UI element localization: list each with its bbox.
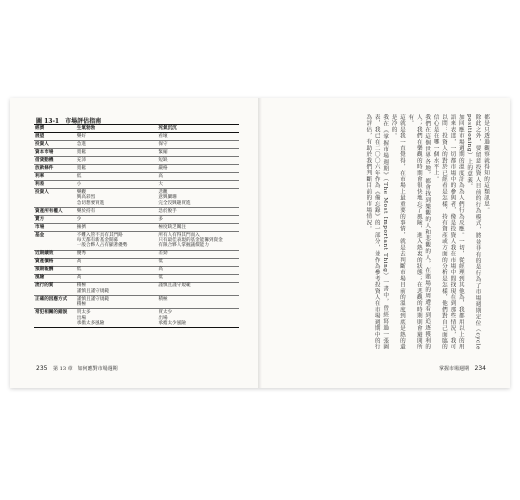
cell-line: 興高彩烈 (76, 195, 96, 201)
body-text (364, 114, 490, 350)
row-category: 資本市場 (35, 149, 54, 155)
table-row (34, 215, 239, 223)
row-lively-value (76, 207, 158, 215)
cell-line: 多 (158, 216, 163, 222)
table-row (34, 223, 239, 231)
table-row (34, 282, 239, 295)
table-row (34, 157, 239, 165)
row-category: 利率 (35, 173, 45, 179)
cell-line: 寬鬆 (76, 165, 86, 171)
table-header-row (34, 125, 239, 133)
running-head: 第 13 章 如何應對市場週期 (53, 366, 118, 372)
row-category: 資產所有權人 (35, 208, 63, 214)
row-lively-value (76, 173, 158, 181)
cell-line: 謹慎且謹守規範 (76, 288, 109, 294)
row-category: 展望 (35, 133, 45, 139)
cell-line: 低 (158, 259, 163, 265)
cell-line: 大 (158, 181, 163, 187)
cell-line: 看壞 (158, 133, 168, 139)
paragraph: 除此之外，要留意投資人目前的行為模式，將並非有的是行為了市場週期定位（cycle positioning）上的意義。 (466, 114, 481, 350)
row-lively-value (76, 296, 158, 309)
row-sluggish-value (157, 274, 239, 282)
cell-line: 高 (158, 267, 163, 273)
row-sluggish-value (157, 173, 239, 181)
row-sluggish-value (157, 282, 239, 295)
cell-line: 保守 (158, 141, 168, 147)
row-sluggish-value (157, 309, 239, 328)
cell-line: 急進 (76, 141, 86, 147)
book-spread (10, 98, 510, 388)
table-row (34, 141, 239, 149)
row-category: 投資人 (35, 141, 49, 147)
cell-line: 意興闌珊 (158, 195, 177, 201)
row-sluggish-value (157, 141, 239, 149)
row-category: 正確的因應方式 (35, 296, 68, 302)
cell-line: 出場 (158, 315, 168, 321)
row-category: 風險 (35, 275, 45, 281)
header-cell: 經濟 (35, 125, 45, 131)
row-sluggish-value (157, 149, 239, 157)
paragraph: 加回應市場週期的溫度計為為人們行為反應。一切，從經理到其他為，我都用以上的用語來表達，一切都市場中的參與者，像是投資人我在市場中間找現在到那些情況，我可以問：投資人的對於已經看是怎樣，持有資產或方面的分析是怎樣，他們對自己面臨的信心是在哪一個水平上。 (432, 114, 464, 350)
row-lively-value (76, 141, 158, 149)
row-category: 資產價格 (35, 259, 54, 265)
row-lively-value (76, 223, 158, 231)
row-category: 賣方 (35, 216, 45, 222)
cell-line: 低 (76, 267, 82, 273)
cell-line: 承擔太少風險 (158, 321, 186, 327)
table-row (34, 274, 239, 282)
row-sluggish-value (157, 207, 239, 215)
cell-line: 謹慎且謹守規範 (158, 283, 191, 289)
row-sluggish-value (157, 133, 239, 141)
row-lively-value (76, 231, 158, 250)
row-lively-value (76, 189, 158, 208)
cell-line: 極度缺乏關注 (158, 224, 186, 230)
right-footer (439, 365, 486, 372)
cell-line: 低 (158, 275, 163, 281)
cell-line: 積極 (158, 296, 168, 302)
row-lively-value (76, 266, 158, 274)
paragraph: 這就是我一直覺得，在市場上最重要的事情，就是去判斷市場目前的溫度到底是熱的還是冷的。 (390, 114, 405, 350)
row-category: 近期績效 (35, 251, 54, 257)
cell-line: 急於脫手 (158, 208, 177, 214)
table-row (34, 250, 239, 258)
cell-line: 悲觀 (158, 189, 168, 195)
cell-line: 只有最佳表現的基金能籌到資金 (158, 238, 223, 244)
row-lively-value (76, 250, 158, 258)
cell-line: 樂觀 (76, 189, 86, 195)
table-row (34, 133, 239, 141)
cell-line: 一般合夥人占有顯著優勢 (76, 243, 128, 249)
cell-line: 所有人有得其門而入 (158, 232, 200, 238)
paragraph: 我在《掌握市場週期》（The Most Important Thing）一書中，曾經寫過一張圖表，我已在二〇〇六年作為《備忘錄》的一部分，並作為參考投資人在市場週期中的行為評估，有助於我們判斷目前的市場情況。 (365, 114, 389, 350)
row-category: 市場 (35, 224, 45, 230)
cell-line: 短缺 (158, 157, 168, 163)
row-lively-value (76, 181, 158, 189)
row-lively-value (76, 258, 158, 266)
cell-line: 寬鬆 (76, 149, 86, 155)
row-category: 常犯相關的錯誤 (35, 310, 68, 316)
row-category: 流行的質 (35, 283, 54, 289)
cell-line: 高 (76, 259, 82, 265)
table-row (34, 165, 239, 173)
row-category: 利差 (35, 181, 45, 187)
running-head: 掌握市場週期 (438, 366, 469, 372)
cell-line: 少 (76, 216, 82, 222)
cell-line: 積極 (76, 283, 86, 289)
cell-line: 嚴格 (158, 165, 168, 171)
row-category: 預期報酬 (35, 267, 54, 273)
header-cell: 死氣沉沉 (158, 125, 177, 131)
left-page (10, 98, 258, 388)
cell-line: 完全沒興趣買進 (158, 200, 191, 206)
cell-line: 樂好 (76, 133, 86, 139)
cell-line: 低 (76, 173, 82, 179)
row-sluggish-value (157, 215, 239, 223)
cell-line: 每天都有新基金開募 (76, 238, 119, 244)
cell-line: 買太少 (158, 310, 173, 316)
row-lively-value (76, 149, 158, 157)
paragraph: 都是只透過觀察就得知的這類訊息。 (483, 114, 489, 214)
table-row (34, 309, 239, 328)
left-footer (36, 365, 118, 372)
cell-line: 不難入管不具有其門路 (76, 232, 123, 238)
row-lively-value (76, 157, 158, 165)
paragraph: 我們在這個世界各地，都會找到樂觀的人和悲觀的人，在賭場的周遭看到追逐獲利的人；我們在樂觀的時期會很快地忘了風險，進入熱衷的狀態；在悲觀的時期則會避開所有。 (407, 114, 431, 350)
cell-line: 謹慎且謹守規範 (76, 296, 109, 302)
row-category: 基金 (35, 232, 45, 238)
row-sluggish-value (157, 181, 239, 189)
row-lively-value (76, 274, 158, 282)
table-row (34, 231, 239, 250)
row-sluggish-value (157, 296, 239, 309)
row-lively-value (76, 215, 158, 223)
cell-line: 積極 (76, 302, 86, 308)
row-category: 借貸動機 (35, 157, 54, 163)
table-row (34, 266, 239, 274)
page-number: 235 (36, 365, 48, 372)
cell-line: 高 (158, 173, 163, 179)
table-row (34, 149, 239, 157)
row-sluggish-value (157, 258, 239, 266)
cell-line: 樂於持有 (76, 208, 96, 214)
row-lively-value (76, 309, 158, 328)
cell-line: 承擔太多風險 (76, 321, 105, 327)
cell-line: 買太多 (76, 310, 91, 316)
cell-line: 出場 (76, 315, 86, 321)
cell-line: 擁擠 (76, 224, 86, 230)
row-sluggish-value (157, 189, 239, 208)
cell-line: 有限合夥人掌握議價能力 (158, 243, 209, 249)
row-lively-value (76, 282, 158, 295)
table-row (34, 189, 239, 208)
right-page (262, 98, 510, 388)
row-sluggish-value (157, 266, 239, 274)
cell-line: 差勁 (158, 251, 168, 257)
cell-line: 緊縮 (158, 149, 168, 155)
cell-line: 小 (76, 181, 82, 187)
table-row (34, 258, 239, 266)
table-row (34, 207, 239, 215)
market-assessment-table (34, 124, 239, 328)
table-caption: 圖 13-1 市場評估指南 (36, 118, 102, 125)
row-sluggish-value (157, 223, 239, 231)
header-cell: 生氣勃勃 (76, 125, 96, 131)
row-sluggish-value (157, 157, 239, 165)
row-sluggish-value (157, 231, 239, 250)
page-number: 234 (474, 365, 486, 372)
cell-line: 急切想要買進 (76, 200, 105, 206)
row-category: 投資人 (35, 189, 49, 195)
row-sluggish-value (157, 165, 239, 173)
cell-line: 充沛 (76, 157, 86, 163)
row-category: 放款條件 (35, 165, 54, 171)
row-lively-value (76, 165, 158, 173)
row-lively-value (76, 133, 158, 141)
cell-line: 優秀 (76, 251, 86, 257)
row-sluggish-value (157, 250, 239, 258)
table-row (34, 181, 239, 189)
table-row (34, 173, 239, 181)
table-row (34, 296, 239, 309)
cell-line: 高 (76, 275, 82, 281)
